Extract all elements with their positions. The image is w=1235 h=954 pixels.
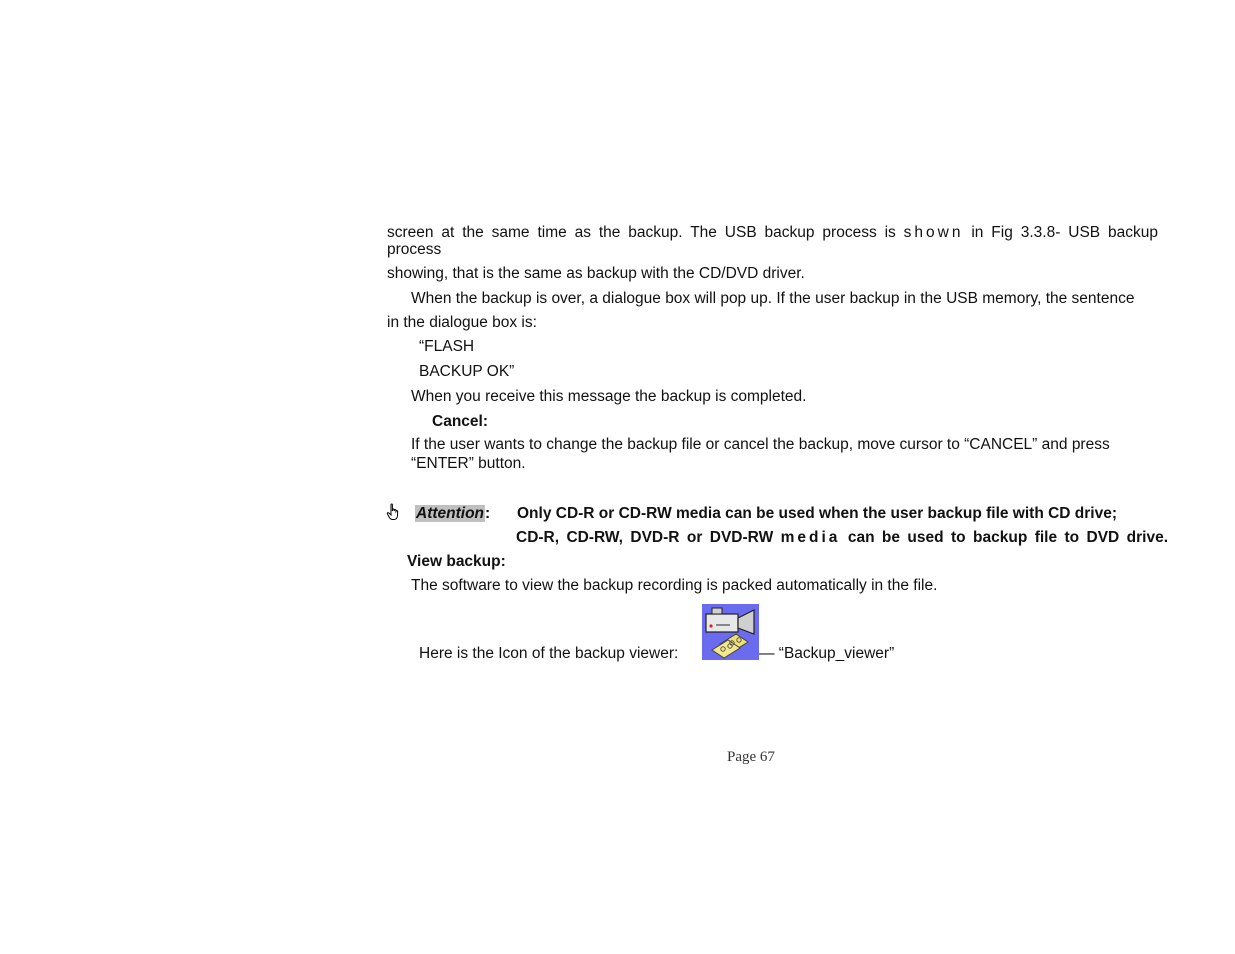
dialog-quote-line-2: BACKUP OK”	[419, 363, 515, 380]
icon-caption: — “Backup_viewer”	[759, 645, 895, 662]
paragraph-line-4: in the dialogue box is:	[387, 314, 537, 331]
attention-line-2: CD-R, CD-RW, DVD-R or DVD-RW media can be used to backup file to DVD drive.	[516, 529, 1168, 546]
paragraph-line-5: When you receive this message the backup is completed.	[411, 388, 807, 405]
paragraph-line-3: When the backup is over, a dialogue box will pop up. If the user backup in the USB memory, the sentence	[411, 290, 1135, 307]
paragraph-line-1: screen at the same time as the backup. The USB backup process is shown in Fig 3.3.8- USB backup	[387, 224, 1158, 241]
view-backup-text: The software to view the backup recording is packed automatically in the file.	[411, 577, 938, 594]
backup-viewer-icon	[702, 604, 759, 660]
spaced-word-media: media	[780, 529, 841, 546]
paragraph-line-2: showing, that is the same as backup with the CD/DVD driver.	[387, 265, 805, 282]
paragraph-line-1-wrap: process	[387, 241, 442, 258]
page-number: Page 67	[727, 749, 775, 765]
view-backup-heading: View backup:	[407, 553, 506, 570]
attention-row-1: Attention:	[416, 505, 491, 522]
cancel-heading: Cancel:	[432, 413, 488, 430]
pointing-hand-icon	[386, 503, 402, 521]
spaced-word-shown: shown	[903, 224, 964, 241]
icon-intro-text: Here is the Icon of the backup viewer:	[419, 645, 679, 662]
cancel-text-line-1: If the user wants to change the backup file or cancel the backup, move cursor to “CANCEL” and press	[411, 436, 1110, 453]
cancel-text-line-2: “ENTER” button.	[411, 455, 526, 472]
dialog-quote-line-1: “FLASH	[419, 338, 475, 355]
attention-line-1: Only CD-R or CD-RW media can be used when the user backup file with CD drive;	[517, 505, 1118, 522]
attention-label: Attention	[416, 505, 485, 522]
